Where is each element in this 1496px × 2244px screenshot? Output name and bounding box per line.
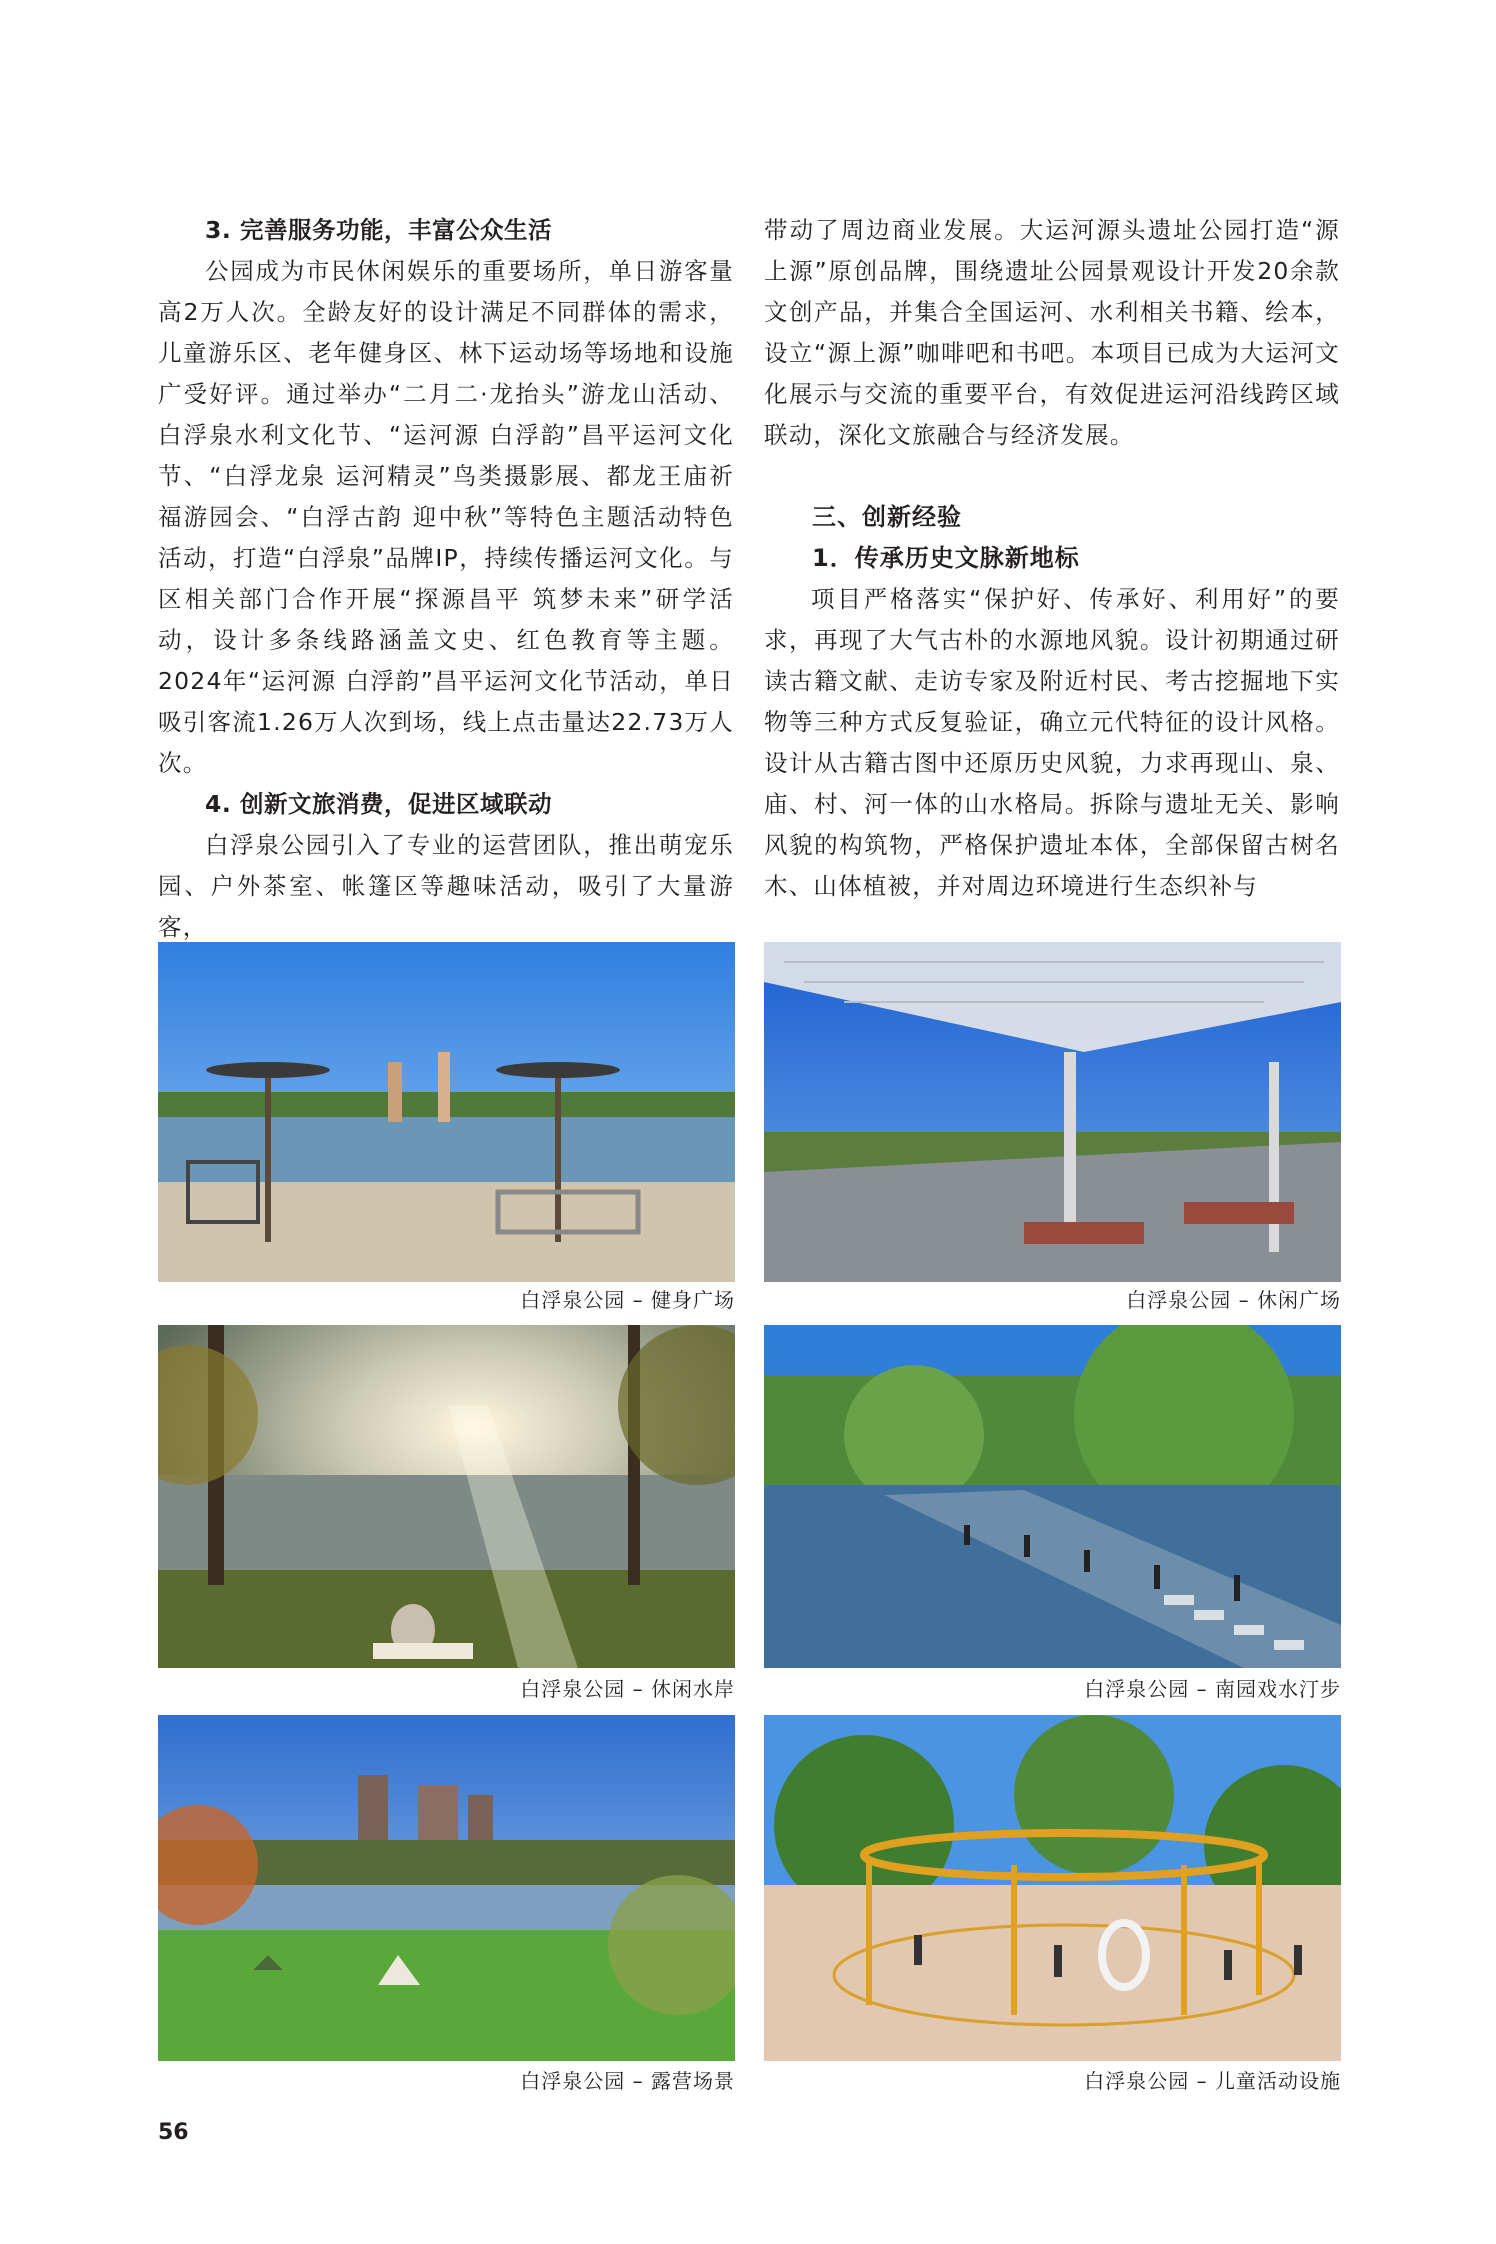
section-heading-innovation: 三、创新经验: [812, 503, 962, 531]
right-column: [764, 210, 1340, 907]
photo-waterfront: [158, 1325, 735, 1668]
paragraph-cultural-tourism: 白浮泉公园引入了专业的运营团队，推出萌宠乐园、户外茶室、帐篷区等趣味活动，吸引了大量游客，: [158, 831, 734, 941]
caption-kids-facilities: 白浮泉公园 – 儿童活动设施: [1084, 2069, 1341, 2093]
paragraph-heritage-landmark: 项目严格落实“保护好、传承好、利用好”的要求，再现了大气古朴的水源地风貌。设计初期通过研读古籍文献、走访专家及附近村民、考古挖掘地下实物等三种方式反复验证，确立元代特征的设计风格。设计从古籍古图中还原历史风貌，力求再现山、泉、庙、村、河一体的山水格局。拆除与遗址无关、影响风貌的构筑物，严格保护遗址本体，全部保留古树名木、山体植被，并对周边环境进行生态织补与: [764, 585, 1340, 900]
heading-service-functions: 3. 完善服务功能，丰富公众生活: [205, 216, 552, 244]
photo-leisure-plaza: [764, 942, 1341, 1282]
heading-heritage-landmark: 1．传承历史文脉新地标: [812, 544, 1080, 572]
paragraph-cultural-tourism-continued: 带动了周边商业发展。大运河源头遗址公园打造“源上源”原创品牌，围绕遗址公园景观设计开发20余款文创产品，并集合全国运河、水利相关书籍、绘本，设立“源上源”咖啡吧和书吧。本项目已成为大运河文化展示与交流的重要平台，有效促进运河沿线跨区域联动，深化文旅融合与经济发展。: [764, 216, 1340, 449]
left-column: [158, 210, 734, 948]
photo-stepping-stones: [764, 1325, 1341, 1668]
photo-fitness-plaza: [158, 942, 735, 1282]
caption-fitness-plaza: 白浮泉公园 – 健身广场: [520, 1288, 735, 1312]
photo-kids-facilities: [764, 1715, 1341, 2061]
photo-camping: [158, 1715, 735, 2061]
caption-leisure-plaza: 白浮泉公园 – 休闲广场: [1126, 1288, 1341, 1312]
heading-cultural-tourism: 4. 创新文旅消费，促进区域联动: [205, 790, 552, 818]
paragraph-service-functions: 公园成为市民休闲娱乐的重要场所，单日游客量高2万人次。全龄友好的设计满足不同群体的需求，儿童游乐区、老年健身区、林下运动场等场地和设施广受好评。通过举办“二月二·龙抬头”游龙山活动、白浮泉水利文化节、“运河源 白浮韵”昌平运河文化节、“白浮龙泉 运河精灵”鸟类摄影展、都龙王庙祈福游园会、“白浮古韵 迎中秋”等特色主题活动特色活动，打造“白浮泉”品牌IP，持续传播运河文化。与区相关部门合作开展“探源昌平 筑梦未来”研学活动，设计多条线路涵盖文史、红色教育等主题。2024年“运河源 白浮韵”昌平运河文化节活动，单日吸引客流1.26万人次到场，线上点击量达22.73万人次。: [158, 257, 734, 777]
caption-waterfront: 白浮泉公园 – 休闲水岸: [520, 1677, 735, 1701]
page-number: 56: [158, 2120, 189, 2145]
caption-camping: 白浮泉公园 – 露营场景: [520, 2069, 735, 2093]
caption-stepping-stones: 白浮泉公园 – 南园戏水汀步: [1084, 1677, 1341, 1701]
